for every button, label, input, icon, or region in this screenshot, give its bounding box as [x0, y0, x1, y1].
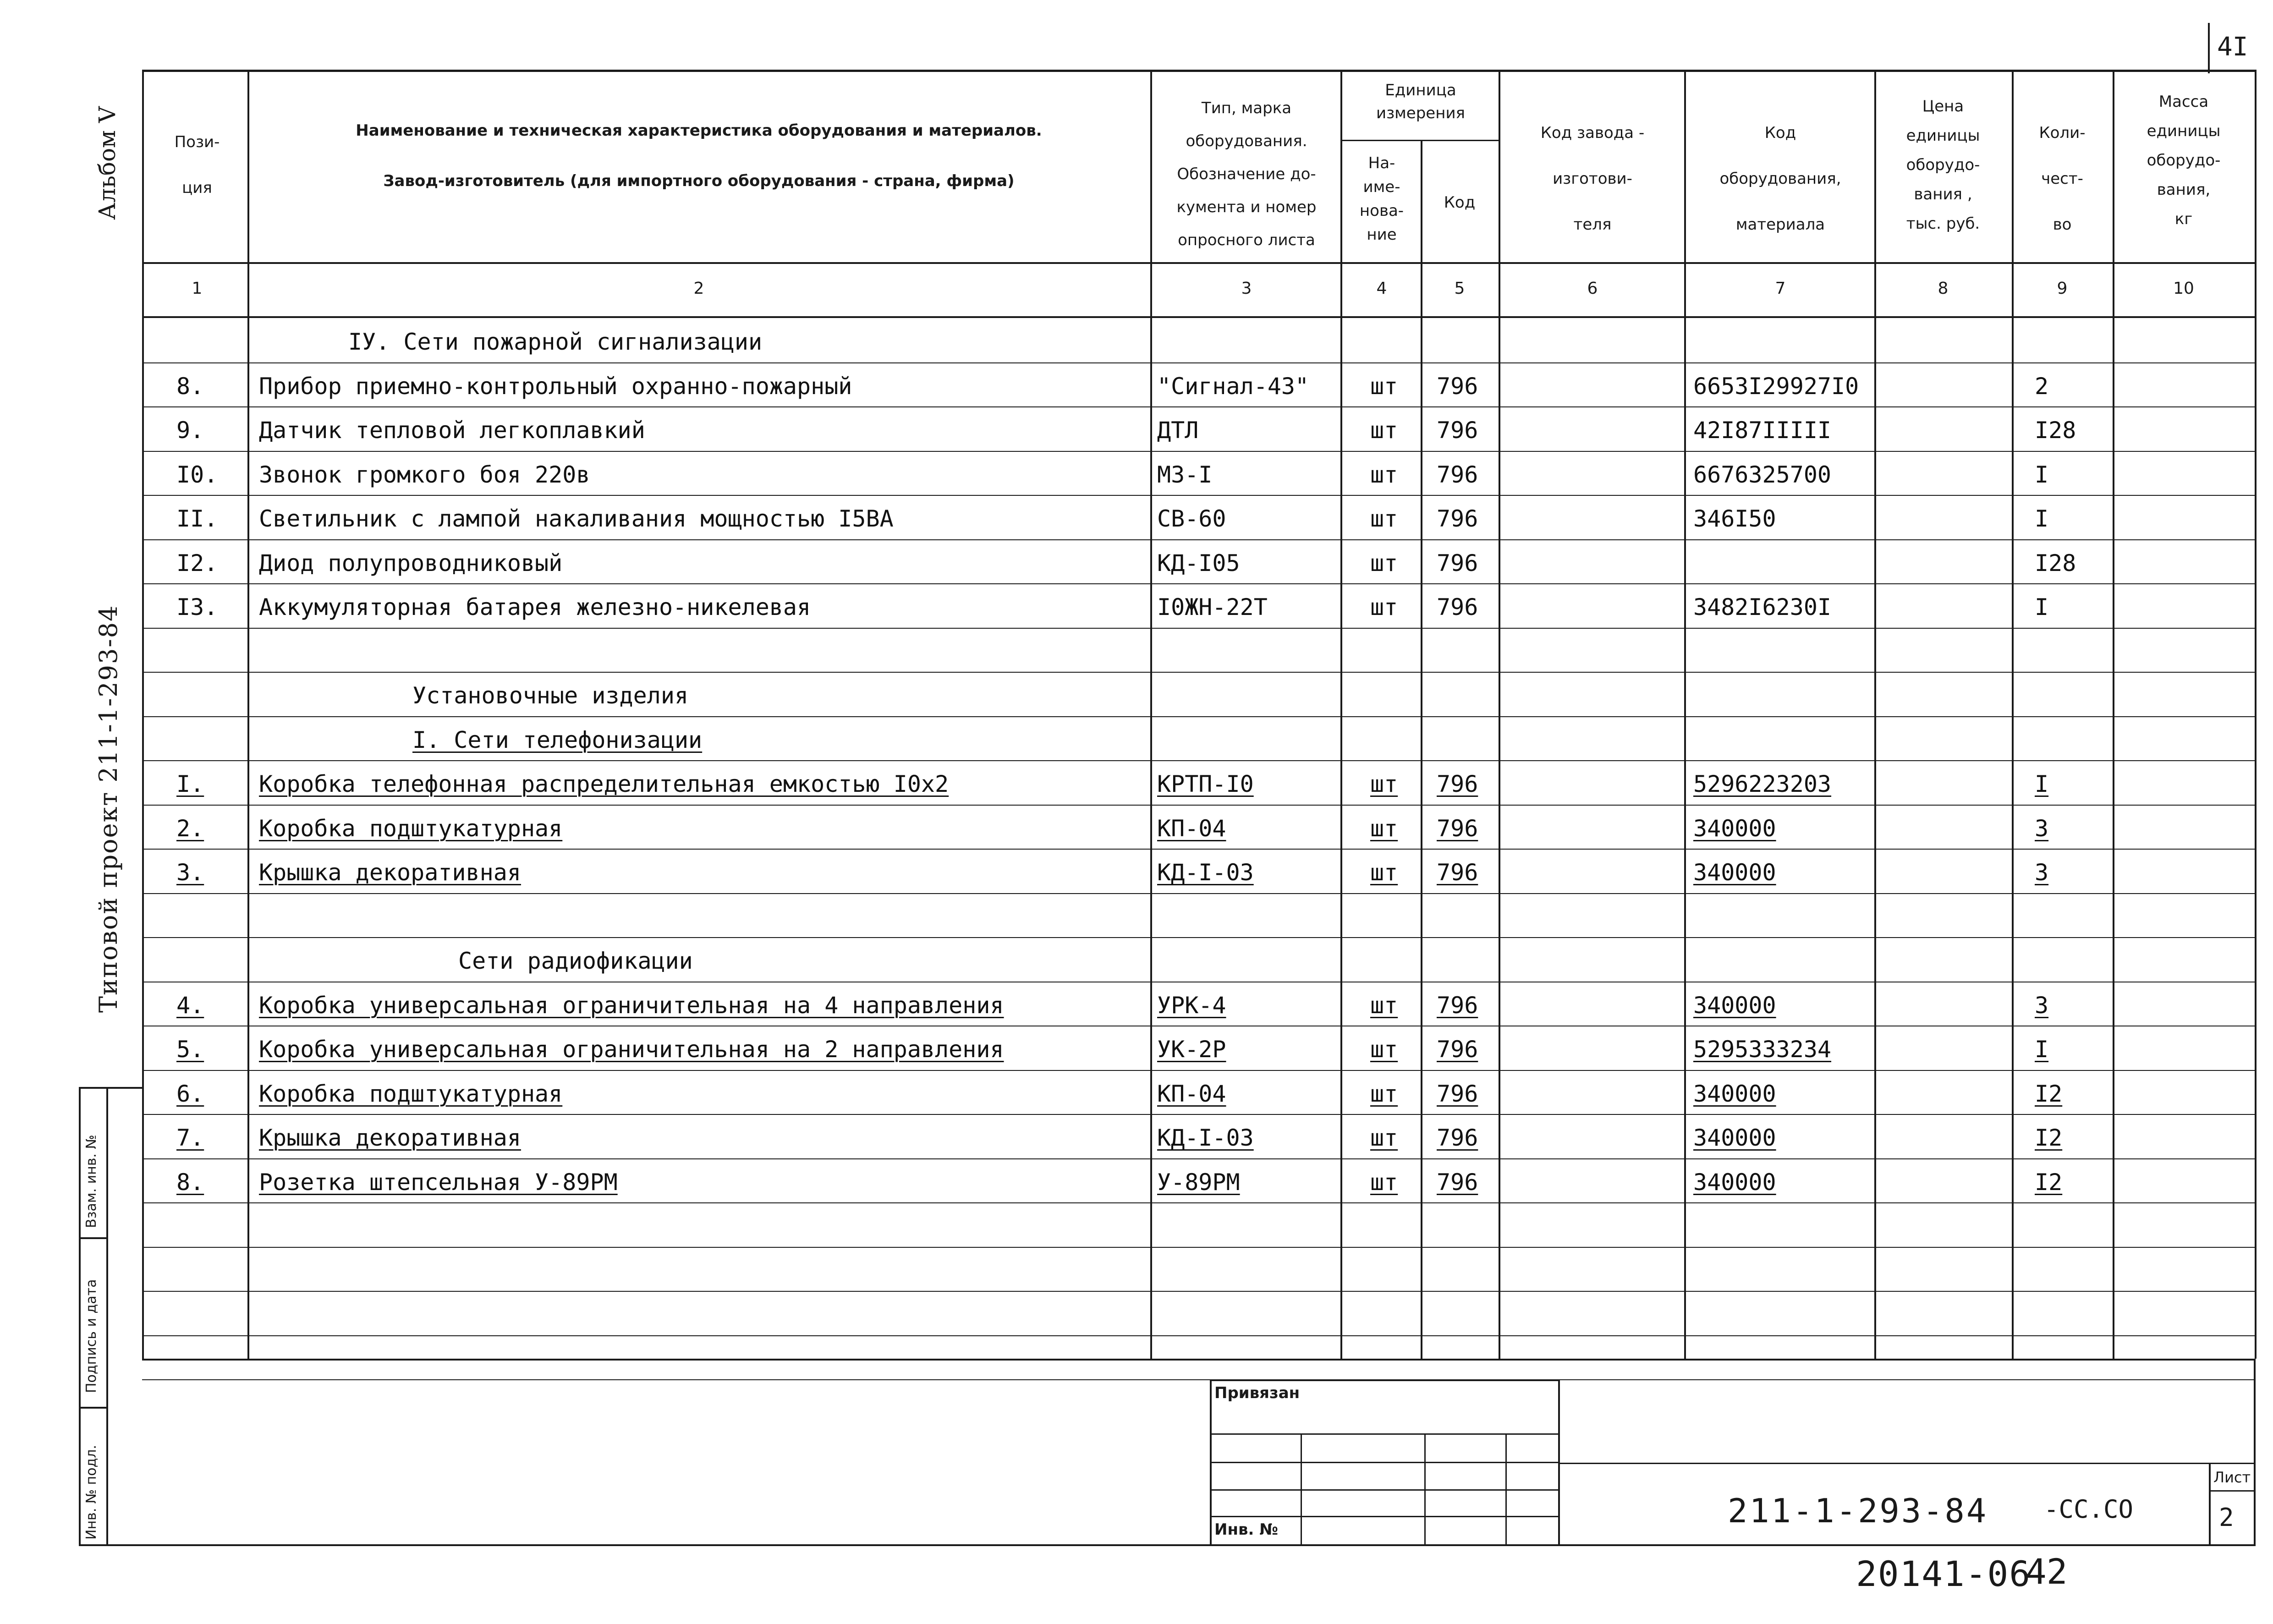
priv-top — [1210, 1379, 1560, 1381]
row-divider — [142, 893, 2255, 894]
column-line-7 — [1874, 70, 1876, 1359]
doc-code: 211-1-293-84 — [1728, 1492, 1988, 1530]
row-type: КД-I-03 — [1157, 859, 1254, 886]
row-equip-code: 340000 — [1693, 992, 1776, 1019]
row-name: Светильник с лампой накаливания мощностью I5BA — [259, 505, 894, 532]
colnum-10: 10 — [2173, 279, 2194, 298]
row-quantity: I28 — [2035, 417, 2076, 444]
stamp-col-mid — [106, 1087, 108, 1545]
priv-row-2 — [1210, 1462, 1560, 1463]
row-divider — [142, 539, 2255, 540]
row-type: МЗ-I — [1157, 461, 1213, 488]
row-quantity: I — [2035, 461, 2049, 488]
column-line-10 — [2255, 70, 2257, 1359]
row-equip-code: 6676325700 — [1693, 461, 1832, 488]
row-quantity: I — [2035, 505, 2049, 532]
row-position: 8. — [176, 373, 204, 400]
row-unit: шт — [1370, 417, 1398, 444]
colnum-9: 9 — [2057, 279, 2068, 298]
row-unit: шт — [1370, 1036, 1398, 1063]
row-divider — [142, 849, 2255, 850]
stamp-label-vzam: Взам. инв. № — [83, 1135, 99, 1228]
row-type: УРК-4 — [1157, 992, 1226, 1019]
colnum-6: 6 — [1587, 279, 1598, 298]
doc-suffix: -СС.СО — [2044, 1495, 2134, 1524]
row-unit-code: 796 — [1437, 992, 1478, 1019]
sheet-label: Лист — [2213, 1469, 2251, 1486]
row-position: 8. — [176, 1169, 204, 1196]
row-equip-code: 340000 — [1693, 1081, 1776, 1107]
row-name: Датчик тепловой легкоплавкий — [259, 417, 645, 444]
row-equip-code: 340000 — [1693, 815, 1776, 842]
row-unit-code: 796 — [1437, 859, 1478, 886]
colnum-8: 8 — [1938, 279, 1949, 298]
row-position: I. — [176, 771, 204, 797]
column-line-4 — [1421, 140, 1422, 1359]
row-type: КРТП-I0 — [1157, 771, 1254, 797]
row-quantity: 3 — [2035, 815, 2049, 842]
row-quantity: I — [2035, 1036, 2049, 1063]
table-top-border — [142, 70, 2255, 72]
header-qty: Коли- чест- во — [2039, 124, 2086, 234]
doc-code-top — [1560, 1463, 2255, 1464]
row-divider — [142, 805, 2255, 806]
column-line-2 — [1150, 70, 1152, 1359]
row-unit-code: 796 — [1437, 1169, 1478, 1196]
row-type: У-89РМ — [1157, 1169, 1240, 1196]
row-type: КП-04 — [1157, 815, 1226, 842]
header-position: Пози- ция — [174, 133, 220, 197]
row-position: 9. — [176, 417, 204, 444]
stamp-label-podpis: Подпись и дата — [83, 1279, 99, 1393]
row-quantity: I — [2035, 594, 2049, 620]
row-position: I0. — [176, 461, 218, 488]
colnum-2: 2 — [693, 279, 704, 298]
colnum-bottom-border — [142, 316, 2255, 318]
colnum-3: 3 — [1241, 279, 1252, 298]
header-unit-name: На- име- нова- ние — [1359, 154, 1404, 244]
header-name: Наименование и техническая характеристика оборудования и материалов. Завод-изготовитель (для импортного оборудования - страна, фирма) — [356, 121, 1042, 190]
row-name: Диод полупроводниковый — [259, 550, 563, 576]
row-quantity: I — [2035, 771, 2049, 797]
row-name: Коробка универсальная ограничительная на 2 направления — [259, 1036, 1004, 1063]
column-line-0 — [142, 70, 144, 1359]
row-equip-code: 340000 — [1693, 859, 1776, 886]
colnum-7: 7 — [1775, 279, 1786, 298]
row-equip-code: 5295333234 — [1693, 1036, 1832, 1063]
colnum-5: 5 — [1454, 279, 1465, 298]
footer-page-number: 42 — [2026, 1551, 2068, 1592]
row-unit: шт — [1370, 505, 1398, 532]
row-position: I3. — [176, 594, 218, 620]
row-divider — [142, 1291, 2255, 1292]
row-name: Прибор приемно-контрольный охранно-пожарный — [259, 373, 852, 400]
row-unit: шт — [1370, 1169, 1398, 1196]
row-position: 4. — [176, 992, 204, 1019]
row-quantity: I2 — [2035, 1081, 2063, 1107]
stamp-col-bottom — [79, 1544, 143, 1546]
stamp-bottom-line — [142, 1544, 2255, 1546]
row-position: 2. — [176, 815, 204, 842]
row-quantity: 2 — [2035, 373, 2049, 400]
section-heading: Установочные изделия — [412, 682, 689, 709]
row-type: КД-I-03 — [1157, 1125, 1254, 1151]
row-type: I0ЖН-22Т — [1157, 594, 1268, 620]
row-type: УК-2Р — [1157, 1036, 1226, 1063]
row-position: I2. — [176, 550, 218, 576]
row-position: II. — [176, 505, 218, 532]
row-position: 6. — [176, 1081, 204, 1107]
footer-archive-number: 20141-06 — [1856, 1553, 2031, 1594]
row-quantity: 3 — [2035, 859, 2049, 886]
row-divider — [142, 672, 2255, 673]
stamp-top-line — [142, 1359, 2255, 1361]
row-unit-code: 796 — [1437, 461, 1478, 488]
column-line-1 — [247, 70, 249, 1359]
stamp-col-top — [79, 1087, 143, 1089]
header-unit-code: Код — [1444, 193, 1476, 212]
stamp-col-left — [79, 1087, 81, 1545]
row-position: 5. — [176, 1036, 204, 1063]
sheet-box-mid — [2209, 1490, 2255, 1492]
column-line-5 — [1499, 70, 1500, 1359]
row-unit: шт — [1370, 594, 1398, 620]
sheet-box-left — [2209, 1463, 2211, 1545]
row-unit-code: 796 — [1437, 1036, 1478, 1063]
header-maker-code: Код завода - изготови- теля — [1540, 124, 1645, 234]
section-heading: IУ. Сети пожарной сигнализации — [348, 329, 763, 355]
row-equip-code: 340000 — [1693, 1125, 1776, 1151]
column-line-3 — [1340, 70, 1342, 1359]
priv-col-1 — [1301, 1433, 1302, 1545]
row-unit: шт — [1370, 373, 1398, 400]
row-equip-code: 340000 — [1693, 1169, 1776, 1196]
row-divider — [142, 760, 2255, 761]
row-quantity: 3 — [2035, 992, 2049, 1019]
priv-row-3 — [1210, 1489, 1560, 1491]
sheet-corner-number: 4I — [2217, 32, 2248, 62]
stamp-right-line — [2254, 1359, 2256, 1546]
section-heading: I. Сети телефонизации — [412, 727, 703, 753]
row-quantity: I2 — [2035, 1169, 2063, 1196]
row-equip-code: 346I50 — [1693, 505, 1776, 532]
row-divider — [142, 583, 2255, 584]
row-name: Крышка декоративная — [259, 1125, 521, 1151]
row-position: 3. — [176, 859, 204, 886]
row-divider — [142, 1247, 2255, 1248]
row-name: Розетка штепсельная У-89РМ — [259, 1169, 618, 1196]
header-bottom-border — [142, 262, 2255, 264]
priv-col-2 — [1424, 1433, 1426, 1545]
priv-row-1 — [1210, 1433, 1560, 1435]
colnum-1: 1 — [192, 279, 203, 298]
row-quantity: I2 — [2035, 1125, 2063, 1151]
inv-no-label: Инв. № — [1214, 1520, 1279, 1539]
row-quantity: I28 — [2035, 550, 2076, 576]
row-unit: шт — [1370, 1125, 1398, 1151]
row-unit: шт — [1370, 992, 1398, 1019]
row-type: "Сигнал-43" — [1157, 373, 1309, 400]
corner-mark — [2208, 23, 2210, 73]
row-divider — [142, 451, 2255, 452]
row-divider — [142, 1335, 2255, 1336]
row-equip-code: 3482I6230I — [1693, 594, 1832, 620]
header-equip-code: Код оборудования, материала — [1719, 124, 1841, 234]
row-type: ДТЛ — [1157, 417, 1199, 444]
row-name: Звонок громкого боя 220в — [259, 461, 590, 488]
column-line-9 — [2113, 70, 2114, 1359]
row-unit: шт — [1370, 771, 1398, 797]
row-unit: шт — [1370, 1081, 1398, 1107]
row-equip-code: 42I87IIIII — [1693, 417, 1832, 444]
row-unit: шт — [1370, 550, 1398, 576]
row-unit-code: 796 — [1437, 771, 1478, 797]
row-divider — [142, 1114, 2255, 1115]
project-label: Типовой проект 211-1-293-84 — [94, 604, 123, 1013]
row-type: СВ-60 — [1157, 505, 1226, 532]
row-name: Аккумуляторная батарея железно-никелевая — [259, 594, 811, 620]
stamp-div-2 — [79, 1407, 108, 1409]
header-mass: Масса единицы оборудо- вания, кг — [2147, 93, 2221, 228]
row-divider — [142, 362, 2255, 363]
column-line-6 — [1684, 70, 1686, 1359]
row-equip-code: 6653I29927I0 — [1693, 373, 1859, 400]
header-price: Цена единицы оборудо- вания , тыс. руб. — [1906, 97, 1980, 233]
row-divider — [142, 1070, 2255, 1071]
row-divider — [142, 716, 2255, 717]
album-label: Альбом V — [94, 106, 121, 220]
row-unit-code: 796 — [1437, 417, 1478, 444]
row-divider — [142, 1158, 2255, 1159]
row-divider — [142, 495, 2255, 496]
row-divider — [142, 406, 2255, 407]
row-unit-code: 796 — [1437, 1081, 1478, 1107]
row-name: Крышка декоративная — [259, 859, 521, 886]
row-name: Коробка подштукатурная — [259, 815, 563, 842]
colnum-4: 4 — [1376, 279, 1387, 298]
unit-group-divider — [1340, 140, 1499, 141]
row-divider — [142, 1379, 2255, 1380]
row-divider — [142, 628, 2255, 629]
priv-col-3 — [1505, 1433, 1507, 1545]
row-name: Коробка подштукатурная — [259, 1081, 563, 1107]
row-unit-code: 796 — [1437, 550, 1478, 576]
row-type: КП-04 — [1157, 1081, 1226, 1107]
stamp-div-1 — [79, 1237, 108, 1239]
row-name: Коробка телефонная распределительная емкостью I0x2 — [259, 771, 949, 797]
privyazan-label: Привязан — [1214, 1384, 1300, 1402]
priv-row-4 — [1210, 1516, 1560, 1517]
row-unit-code: 796 — [1437, 373, 1478, 400]
row-divider — [142, 1202, 2255, 1203]
row-unit: шт — [1370, 815, 1398, 842]
row-name: Коробка универсальная ограничительная на 4 направления — [259, 992, 1004, 1019]
row-unit-code: 796 — [1437, 505, 1478, 532]
row-unit-code: 796 — [1437, 594, 1478, 620]
row-unit-code: 796 — [1437, 1125, 1478, 1151]
sheet-number: 2 — [2219, 1503, 2234, 1532]
row-equip-code: 5296223203 — [1693, 771, 1832, 797]
header-unit-group: Единица измерения — [1376, 81, 1466, 122]
header-type: Тип, марка оборудования. Обозначение до- кумента и номер опросного листа — [1176, 99, 1317, 249]
row-unit: шт — [1370, 859, 1398, 886]
section-heading: Сети радиофикации — [458, 948, 693, 974]
row-unit-code: 796 — [1437, 815, 1478, 842]
row-unit: шт — [1370, 461, 1398, 488]
row-type: КД-I05 — [1157, 550, 1240, 576]
stamp-label-inv: Инв. № подл. — [83, 1445, 99, 1540]
row-position: 7. — [176, 1125, 204, 1151]
column-line-8 — [2012, 70, 2014, 1359]
row-divider — [142, 937, 2255, 938]
